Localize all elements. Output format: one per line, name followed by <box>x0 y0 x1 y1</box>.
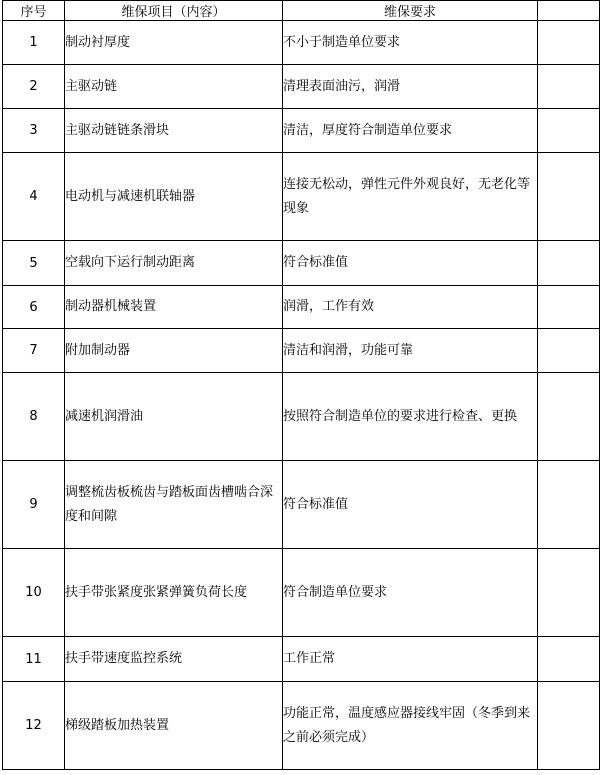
row-requirement <box>283 682 538 770</box>
row-number: 10 <box>3 549 65 637</box>
table-header-row <box>3 1 600 21</box>
table-row <box>3 241 600 286</box>
maintenance-table <box>2 0 600 770</box>
row-requirement-text: 连接无松动，弹性元件外观良好，无老化等现象 <box>283 176 531 216</box>
table-row <box>3 65 600 109</box>
row-item <box>65 109 283 153</box>
row-number: 9 <box>3 461 65 549</box>
row-item-text: 附加制动器 <box>65 342 131 358</box>
row-requirement-text: 清洁和润滑，功能可靠 <box>283 342 414 358</box>
row-item-text: 调整梳齿板梳齿与踏板面齿槽啮合深度和间隙 <box>65 484 274 524</box>
table-row <box>3 461 600 549</box>
row-blank <box>538 637 600 682</box>
row-number: 7 <box>3 329 65 373</box>
row-requirement <box>283 109 538 153</box>
row-item-text: 主驱动链 <box>65 78 118 94</box>
row-number: 12 <box>3 682 65 770</box>
row-requirement <box>283 21 538 65</box>
row-requirement-text: 不小于制造单位要求 <box>283 34 401 50</box>
row-blank <box>538 682 600 770</box>
header-item: 维保项目（内容） <box>65 1 283 21</box>
row-requirement-text: 按照符合制造单位的要求进行检查、更换 <box>283 408 518 424</box>
row-requirement <box>283 461 538 549</box>
row-item <box>65 153 283 241</box>
row-requirement <box>283 549 538 637</box>
row-requirement <box>283 329 538 373</box>
row-item-text: 梯级踏板加热装置 <box>65 717 170 733</box>
row-item-text: 制动器机械装置 <box>65 299 157 314</box>
row-item <box>65 21 283 65</box>
row-requirement <box>283 373 538 461</box>
row-requirement <box>283 241 538 286</box>
row-blank <box>538 549 600 637</box>
table-row <box>3 286 600 329</box>
row-blank <box>538 461 600 549</box>
table-row <box>3 373 600 461</box>
row-blank <box>538 65 600 109</box>
row-number: 11 <box>3 637 65 682</box>
header-seq: 序号 <box>3 1 65 21</box>
row-number: 5 <box>3 241 65 286</box>
header-blank <box>538 1 600 21</box>
table-row <box>3 682 600 770</box>
row-requirement-text: 工作正常 <box>283 651 336 666</box>
row-requirement-text: 清理表面油污，润滑 <box>283 78 401 94</box>
row-item <box>65 286 283 329</box>
row-item-text: 空载向下运行制动距离 <box>65 255 196 270</box>
row-item-text: 扶手带张紧度张紧弹簧负荷长度 <box>65 584 248 600</box>
row-blank <box>538 373 600 461</box>
row-item <box>65 549 283 637</box>
row-requirement-text: 功能正常，温度感应器接线牢固（冬季到来之前必须完成） <box>283 705 531 745</box>
row-blank <box>538 241 600 286</box>
row-item <box>65 65 283 109</box>
row-item-text: 主驱动链链条滑块 <box>65 122 170 138</box>
row-number: 8 <box>3 373 65 461</box>
row-item <box>65 637 283 682</box>
row-number: 1 <box>3 21 65 65</box>
row-requirement-text: 符合标准值 <box>283 255 349 270</box>
row-blank <box>538 109 600 153</box>
table-row <box>3 109 600 153</box>
row-requirement-text: 清洁，厚度符合制造单位要求 <box>283 122 453 138</box>
row-item <box>65 329 283 373</box>
row-item-text: 电动机与减速机联轴器 <box>65 188 196 204</box>
row-requirement-text: 符合制造单位要求 <box>283 584 388 600</box>
row-item <box>65 373 283 461</box>
row-blank <box>538 286 600 329</box>
row-number: 2 <box>3 65 65 109</box>
table-row <box>3 153 600 241</box>
table-row <box>3 637 600 682</box>
row-item <box>65 461 283 549</box>
row-requirement <box>283 286 538 329</box>
row-requirement <box>283 153 538 241</box>
table-row <box>3 329 600 373</box>
row-requirement-text: 润滑，工作有效 <box>283 299 375 314</box>
row-requirement <box>283 65 538 109</box>
row-blank <box>538 153 600 241</box>
row-blank <box>538 21 600 65</box>
table-row <box>3 21 600 65</box>
row-item-text: 减速机润滑油 <box>65 408 144 424</box>
row-requirement-text: 符合标准值 <box>283 496 349 512</box>
row-requirement <box>283 637 538 682</box>
row-number: 3 <box>3 109 65 153</box>
row-number: 4 <box>3 153 65 241</box>
header-requirement: 维保要求 <box>283 1 538 21</box>
row-blank <box>538 329 600 373</box>
row-number: 6 <box>3 286 65 329</box>
row-item-text: 制动衬厚度 <box>65 34 131 50</box>
row-item-text: 扶手带速度监控系统 <box>65 651 183 666</box>
row-item <box>65 682 283 770</box>
row-item <box>65 241 283 286</box>
table-row <box>3 549 600 637</box>
